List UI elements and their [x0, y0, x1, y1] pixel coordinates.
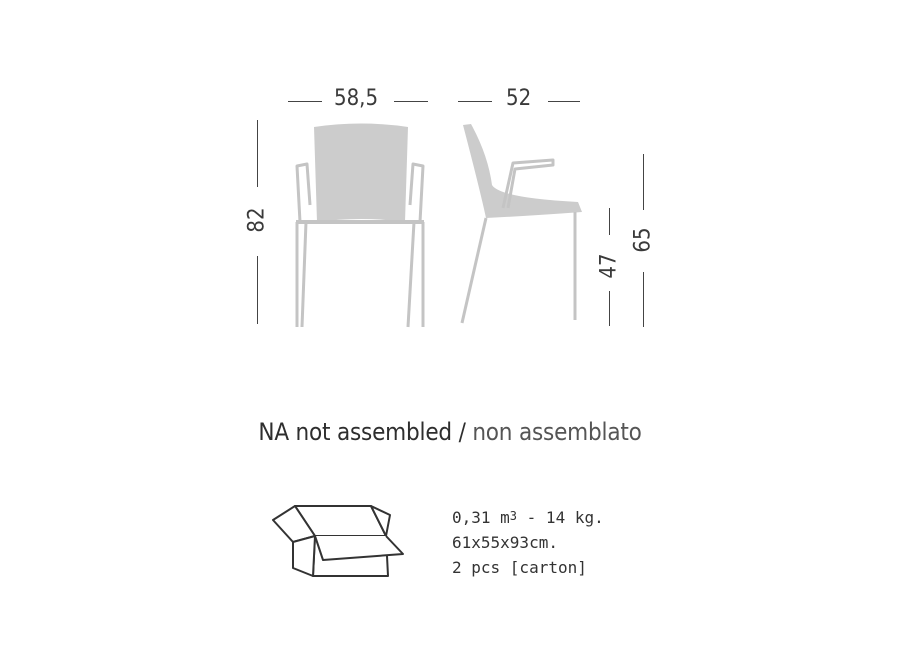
depth-dim-line-right [548, 101, 580, 102]
packaging-pieces: 2 pcs [carton] [452, 558, 587, 577]
depth-dim-label: 52 [506, 86, 532, 111]
chair-front-left-arm [297, 164, 310, 222]
assembly-note [0, 418, 900, 446]
armrest-height-dim-line-bottom [643, 272, 644, 327]
packaging-volume-exponent: 3 [509, 509, 518, 523]
width-dim-line-left [288, 101, 322, 102]
chair-front-right-arm [410, 164, 423, 222]
height-dim-label: 82 [244, 207, 270, 233]
chair-side-back-leg [462, 218, 486, 323]
assembly-note-it: non assemblato [472, 418, 642, 446]
seat-height-dim-line-top [609, 208, 610, 235]
armrest-height-dim-line-top [643, 154, 644, 210]
width-dim-line-right [394, 101, 428, 102]
packaging-volume-weight [452, 505, 604, 530]
chair-front-view [296, 124, 424, 328]
packaging-info [452, 505, 604, 580]
packaging-volume: 0,31 m [452, 508, 510, 527]
height-dim-line-top [257, 120, 258, 187]
chair-front-backrest [314, 124, 408, 223]
seat-height-dim-line-bottom [609, 291, 610, 326]
packaging-weight: - 14 kg. [517, 508, 604, 527]
chair-front-left-legs [297, 222, 306, 327]
chair-side-view [462, 124, 582, 323]
height-dim-line-bottom [257, 256, 258, 324]
chair-front-right-legs [408, 222, 423, 327]
width-dim-label: 58,5 [334, 86, 379, 111]
chair-side-shell [463, 124, 582, 218]
seat-height-dim-label: 47 [596, 253, 622, 279]
carton-box-icon [268, 498, 408, 588]
assembly-note-en: NA not assembled / [258, 418, 466, 446]
depth-dim-line-left [458, 101, 492, 102]
packaging-box-size: 61x55x93cm. [452, 533, 558, 552]
armrest-height-dim-label: 65 [630, 227, 656, 253]
